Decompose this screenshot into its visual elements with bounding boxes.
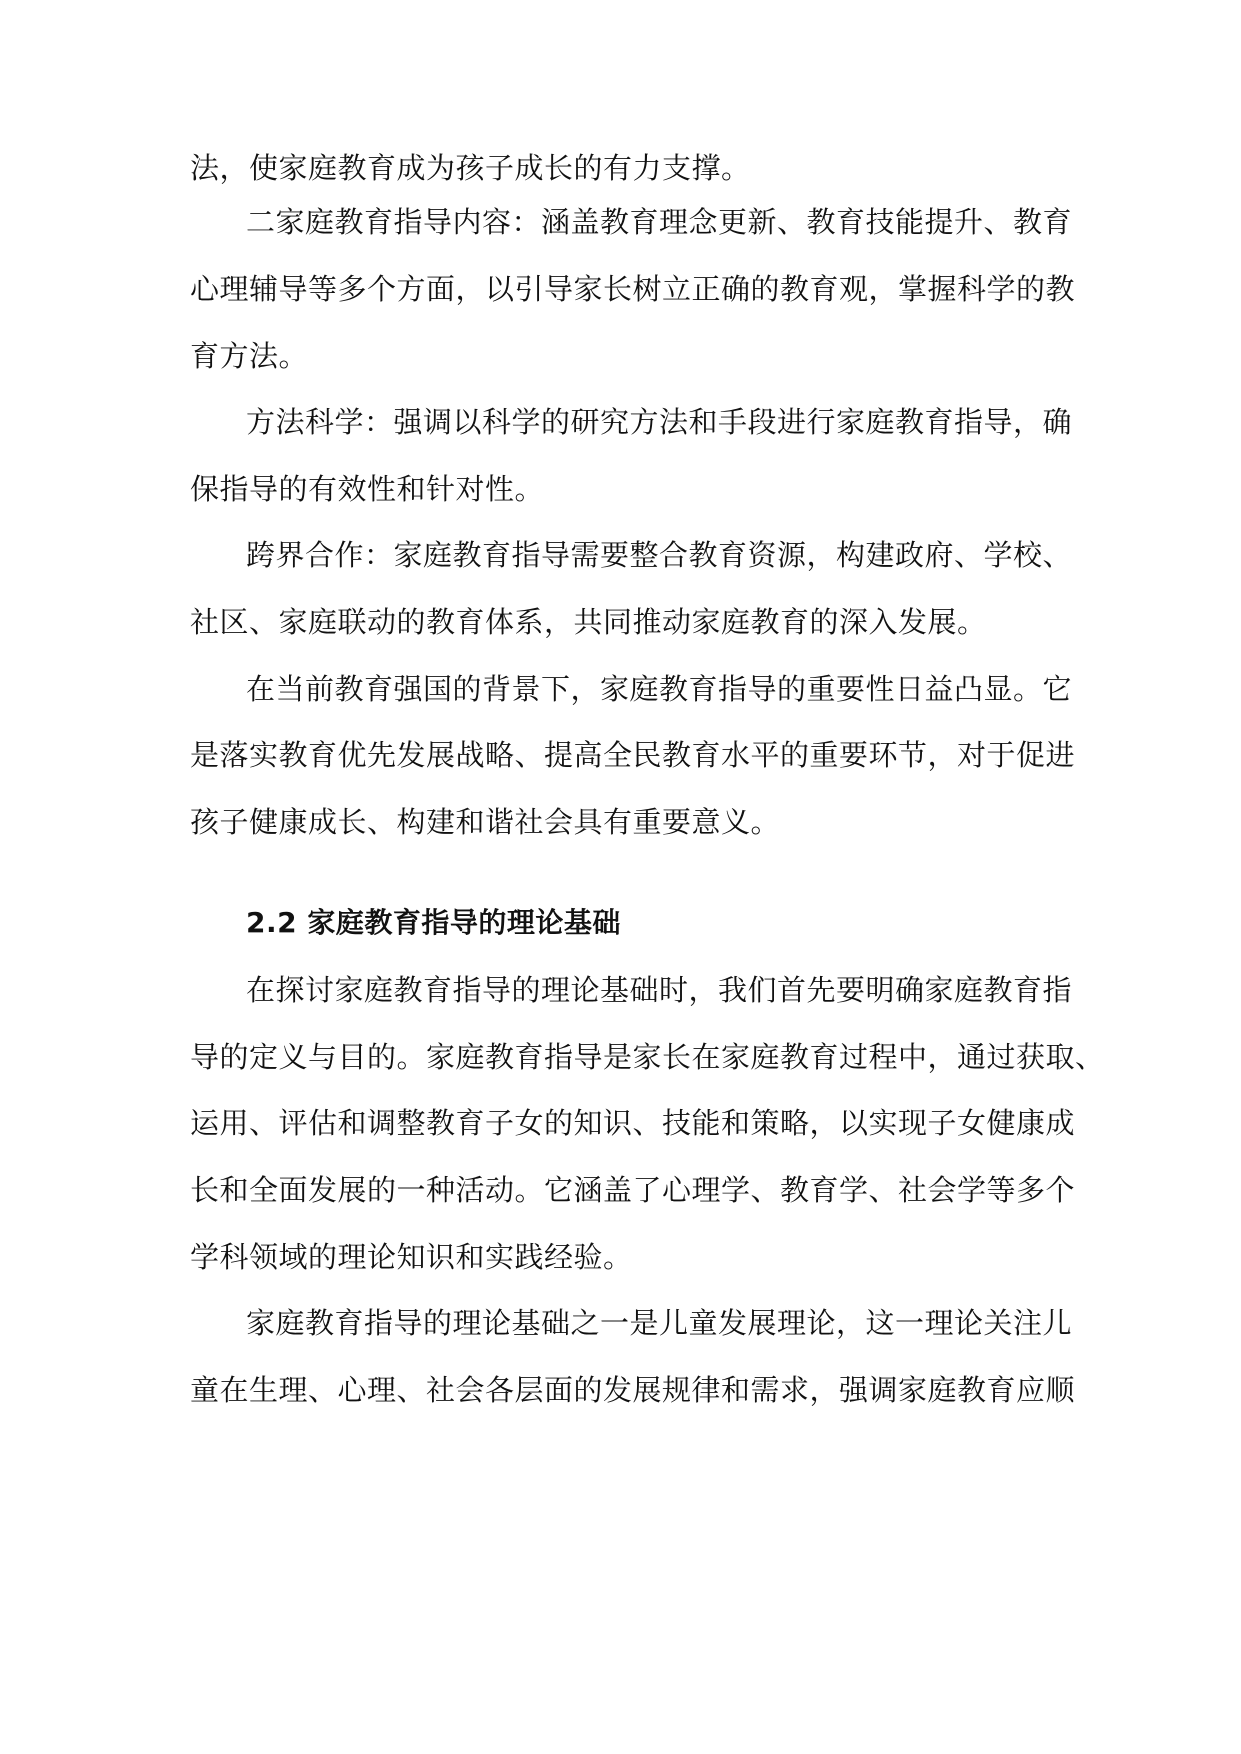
paragraph-line: 心理辅导等多个方面，以引导家长树立正确的教育观，掌握科学的教: [190, 272, 1076, 306]
section-heading: 2.2 家庭教育指导的理论基础: [246, 906, 621, 939]
paragraph-line: 导的定义与目的。家庭教育指导是家长在家庭教育过程中，通过获取、: [190, 1040, 1105, 1074]
paragraph-line: 育方法。: [190, 339, 309, 373]
paragraph-line: 孩子健康成长、构建和谐社会具有重要意义。: [190, 805, 781, 839]
paragraph-line: 二家庭教育指导内容：涵盖教育理念更新、教育技能提升、教育: [246, 205, 1073, 239]
paragraph-line: 在当前教育强国的背景下，家庭教育指导的重要性日益凸显。它: [246, 672, 1073, 706]
paragraph-line: 保指导的有效性和针对性。: [190, 472, 545, 506]
paragraph-line: 童在生理、心理、社会各层面的发展规律和需求，强调家庭教育应顺: [190, 1373, 1076, 1407]
paragraph-line: 长和全面发展的一种活动。它涵盖了心理学、教育学、社会学等多个: [190, 1173, 1076, 1207]
paragraph-line: 在探讨家庭教育指导的理论基础时，我们首先要明确家庭教育指: [246, 973, 1073, 1007]
paragraph-line: 学科领域的理论知识和实践经验。: [190, 1240, 633, 1274]
paragraph-line: 运用、评估和调整教育子女的知识、技能和策略，以实现子女健康成: [190, 1106, 1076, 1140]
paragraph-line: 方法科学：强调以科学的研究方法和手段进行家庭教育指导，确: [246, 405, 1073, 439]
paragraph-line: 法，使家庭教育成为孩子成长的有力支撑。: [190, 151, 751, 185]
paragraph-line: 家庭教育指导的理论基础之一是儿童发展理论，这一理论关注儿: [246, 1306, 1073, 1340]
paragraph-line: 跨界合作：家庭教育指导需要整合教育资源，构建政府、学校、: [246, 538, 1073, 572]
paragraph-line: 是落实教育优先发展战略、提高全民教育水平的重要环节，对于促进: [190, 738, 1076, 772]
paragraph-line: 社区、家庭联动的教育体系，共同推动家庭教育的深入发展。: [190, 605, 987, 639]
